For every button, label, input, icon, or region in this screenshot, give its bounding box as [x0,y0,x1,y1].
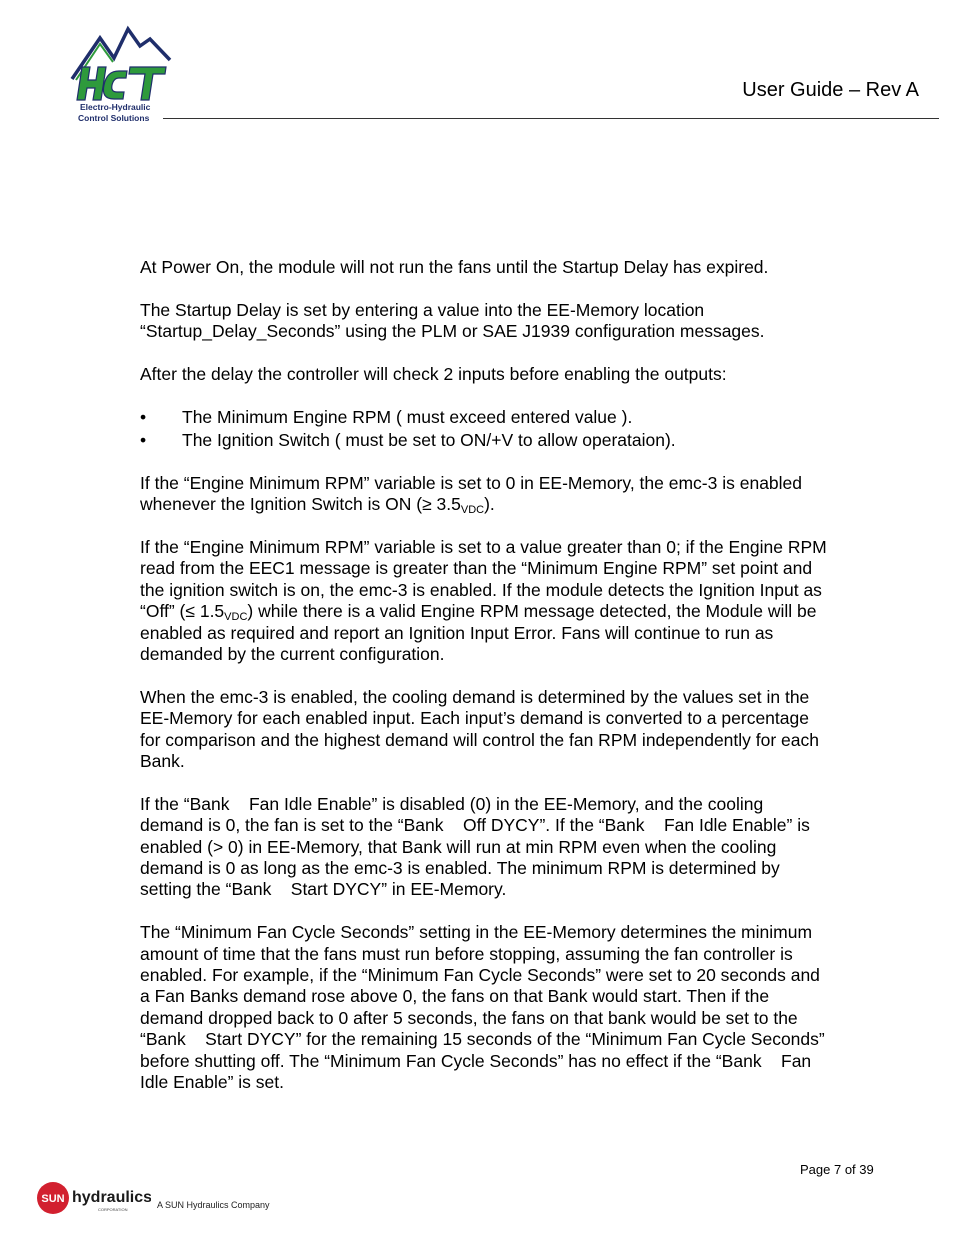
paragraph-min-rpm-zero: If the “Engine Minimum RPM” variable is set to 0 in EE-Memory, the emc-3 is enabled whenever the Ignition Switch is ON (≥ $3.5_{VDC}$). [140,472,803,517]
list-item-text: The Ignition Switch ( must be set to ON/+V to allow operataion). [182,430,676,450]
document-body [140,257,830,1115]
bullet-icon: • [140,406,147,427]
hct-logo [70,22,175,125]
company-tagline: A SUN Hydraulics Company [157,1200,270,1210]
svg-text:CORPORATION: CORPORATION [98,1207,128,1212]
sun-logo-icon [36,1178,151,1218]
list-item-text: The Minimum Engine RPM ( must exceed entered value ). [182,406,633,427]
list-item [140,407,830,428]
bullet-icon: • [140,430,147,450]
header-divider [163,118,939,119]
paragraph-power-on: At Power On, the module will not run the fans until the Startup Delay has expired. [140,257,769,277]
page-number: Page 7 of 39 [800,1162,874,1177]
paragraph-inputs-intro: After the delay the controller will check 2 inputs before enabling the outputs: [140,364,727,384]
paragraph-fan-idle: If the “Bank Fan Idle Enable” is disabled (0) in the EE-Memory, and the cooling demand is 0, the fan is set to the “Bank Off DYCY”. If the “Bank Fan Idle Enable” is enabled (> 0) in EE-Memory, that Bank will run at min RPM even when the cooling demand is 0 as long as the emc-3 is enabled. The minimum RPM is determined by setting the “Bank Start DYCY” in EE-Memory. [140,793,810,900]
document-title: User Guide – Rev A [742,79,919,101]
paragraph-startup-delay: The Startup Delay is set by entering a value into the EE-Memory location “Startup_Delay_Seconds” using the PLM or SAE J1939 configuration messages. [140,299,765,342]
mountain-logo-icon [70,22,175,102]
logo-tagline-line1: Electro-Hydraulic [80,102,151,112]
sun-hydraulics-logo [36,1178,276,1220]
inputs-list [140,407,830,452]
paragraph-min-rpm-greater: If the “Engine Minimum RPM” variable is set to a value greater than 0; if the Engine RPM read from the EEC1 message is greater than the “Minimum Engine RPM” set point and the ignition switch is on, the emc-3 is enabled. If the module detects the Ignition Input as “Off” (≤ $1.5_{VDC}$) while there is a valid Engine RPM message detected, the Module will be enabled as required and report an Ignition Input Error. Fans will continue to run as demanded by the current configuration. [140,537,827,665]
svg-text:SUN: SUN [41,1193,65,1205]
list-item [140,430,830,451]
logo-tagline-line2: Control Solutions [78,113,150,123]
paragraph-min-fan-cycle: The “Minimum Fan Cycle Seconds” setting in the EE-Memory determines the minimum amount of time that the fans must run before stopping, assuming the fan controller is enabled. For example, if the “Minimum Fan Cycle Seconds” were set to 20 seconds and a Fan Banks demand rose above 0, the fans on that Bank would start. Then if the demand dropped back to 0 after 5 seconds, the fans on that bank would be set to the “Bank Start DYCY” for the remaining 15 seconds of the “Minimum Fan Cycle Seconds” before shutting off. The “Minimum Fan Cycle Seconds” has no effect if the “Bank Fan Idle Enable” is set. [140,922,825,1093]
paragraph-cooling-demand: When the emc-3 is enabled, the cooling demand is determined by the values set in the EE-Memory for each enabled input. Each input’s demand is converted to a percentage for comparison and the highest demand will control the fan RPM independently for each Bank. [140,686,820,772]
svg-text:hydraulics: hydraulics [72,1189,151,1206]
